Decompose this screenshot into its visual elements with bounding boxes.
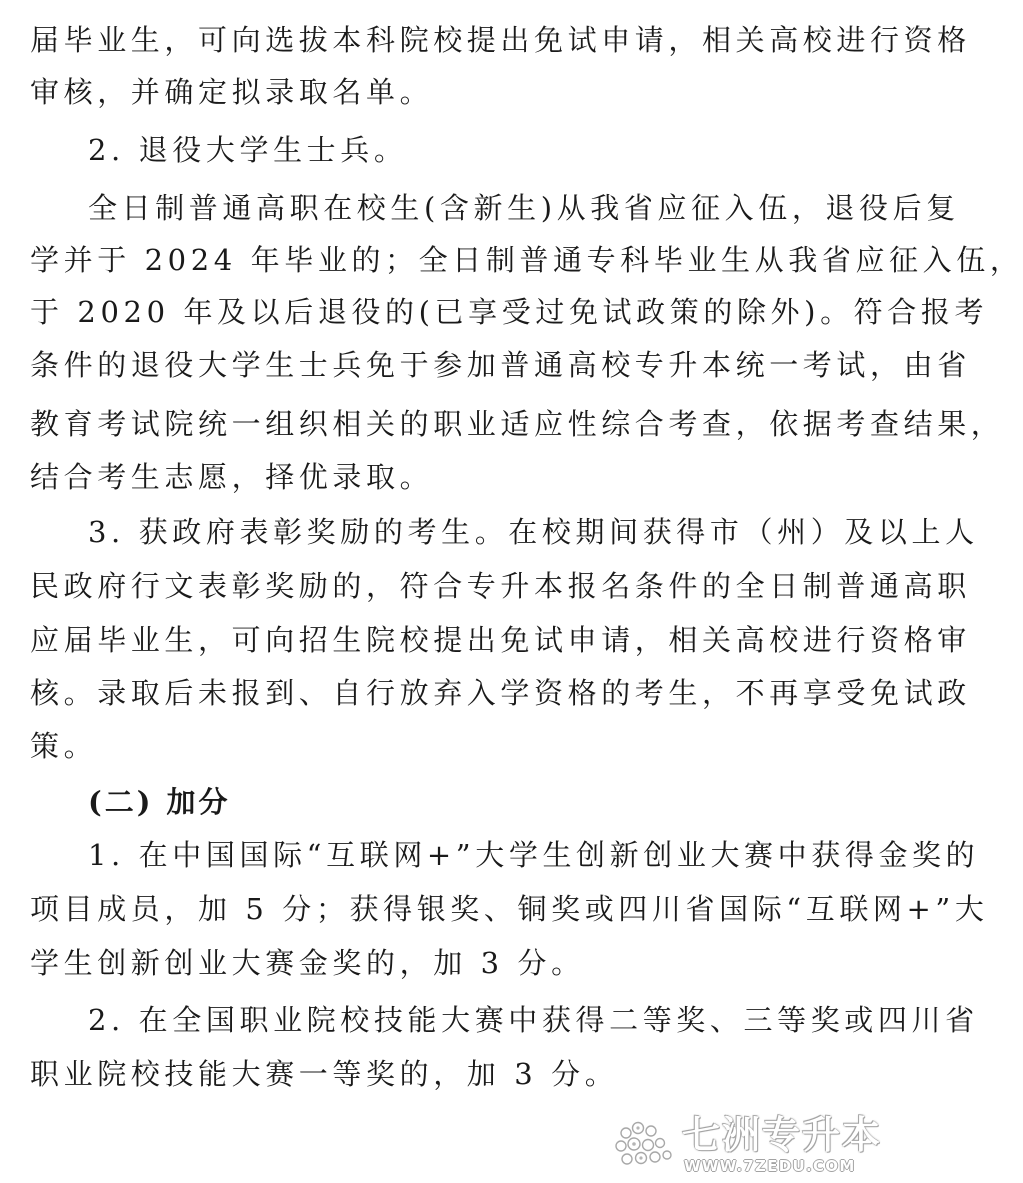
text-line: 1. 在中国国际“互联网+”大学生创新创业大赛中获得金奖的 bbox=[88, 838, 980, 872]
text-line: 审核，并确定拟录取名单。 bbox=[30, 75, 434, 109]
flower-logo-icon bbox=[612, 1119, 676, 1173]
section-heading: (二) 加分 bbox=[88, 785, 231, 819]
watermark-title: 七洲专升本 bbox=[682, 1113, 883, 1157]
text-line: 2. 在全国职业院校技能大赛中获得二等奖、三等奖或四川省 bbox=[88, 1003, 979, 1037]
text-line: 全日制普通高职在校生(含新生)从我省应征入伍，退役后复 bbox=[88, 191, 960, 225]
text-line: 学并于 2024 年毕业的；全日制普通专科毕业生从我省应征入伍， bbox=[30, 243, 1023, 277]
text-line: 职业院校技能大赛一等奖的，加 3 分。 bbox=[30, 1057, 619, 1091]
text-line: 届毕业生，可向选拔本科院校提出免试申请，相关高校进行资格 bbox=[30, 23, 971, 57]
watermark bbox=[612, 1113, 883, 1177]
text-line: 策。 bbox=[30, 729, 98, 763]
text-line: 民政府行文表彰奖励的，符合专升本报名条件的全日制普通高职 bbox=[30, 569, 971, 603]
text-line: 教育考试院统一组织相关的职业适应性综合考查，依据考查结果， bbox=[30, 407, 1005, 441]
text-line: 学生创新创业大赛金奖的，加 3 分。 bbox=[30, 946, 585, 980]
text-line: 结合考生志愿，择优录取。 bbox=[30, 460, 434, 494]
text-line: 条件的退役大学生士兵免于参加普通高校专升本统一考试，由省 bbox=[30, 348, 971, 382]
text-line: 2. 退役大学生士兵。 bbox=[88, 133, 408, 167]
text-line: 应届毕业生，可向招生院校提出免试申请，相关高校进行资格审 bbox=[30, 623, 971, 657]
watermark-url: WWW.7ZEDU.COM bbox=[684, 1157, 856, 1175]
text-line: 项目成员，加 5 分；获得银奖、铜奖或四川省国际“互联网+”大 bbox=[30, 892, 989, 926]
text-line: 于 2020 年及以后退役的(已享受过免试政策的除外)。符合报考 bbox=[30, 295, 989, 329]
text-line: 3. 获政府表彰奖励的考生。在校期间获得市（州）及以上人 bbox=[88, 515, 979, 549]
text-line: 核。录取后未报到、自行放弃入学资格的考生，不再享受免试政 bbox=[30, 676, 971, 710]
